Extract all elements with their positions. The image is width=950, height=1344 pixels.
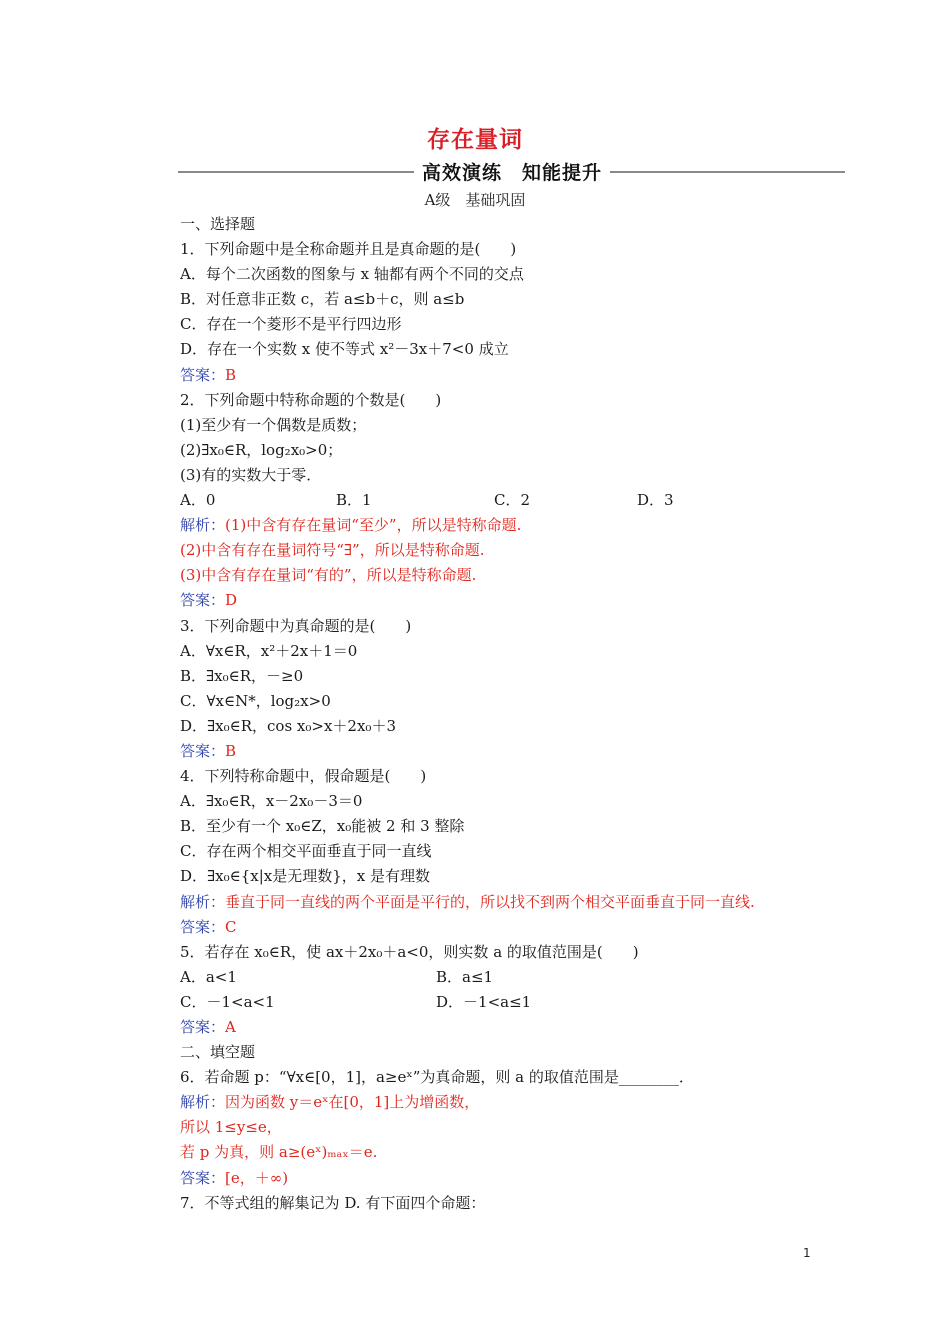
- answer-line: [180, 363, 840, 388]
- option-b: B．至少有一个 x₀∈Z，x₀能被 2 和 3 整除: [180, 817, 465, 836]
- option-a: A．每个二次函数的图象与 x 轴都有两个不同的交点: [180, 265, 524, 284]
- option-b: B．1: [336, 491, 372, 510]
- question-stem: 7．不等式组的解集记为 D. 有下面四个命题：: [180, 1193, 486, 1212]
- question-stem: 6．若命题 p：“∀x∈[0，1]，a≥eˣ”为真命题，则 a 的取值范围是________．: [180, 1068, 694, 1087]
- question-stem: 2．下列命题中特称命题的个数是( ): [180, 390, 442, 409]
- option-c: C．存在一个菱形不是平行四边形: [180, 315, 402, 334]
- analysis-text: 所以 1≤y≤e，: [180, 1118, 282, 1137]
- answer-line: [180, 915, 840, 940]
- banner-divider-left: [178, 171, 414, 173]
- options-row: [180, 965, 840, 990]
- analysis-line: [180, 890, 840, 915]
- answer-line: [180, 1015, 840, 1040]
- answer-label: 答案：: [180, 917, 226, 936]
- analysis-line: [180, 1090, 840, 1115]
- answer-line: [180, 1166, 840, 1191]
- question-stem: 5．若存在 x₀∈R，使 ax＋2x₀＋a<0，则实数 a 的取值范围是( ): [180, 942, 639, 961]
- option-a: A．a<1: [180, 967, 237, 986]
- answer-label: 答案：: [180, 1168, 226, 1187]
- analysis-text: (1)中含有存在量词“至少”，所以是特称命题.: [225, 516, 522, 535]
- options-row: [180, 488, 840, 513]
- analysis-label: 解析：: [180, 516, 226, 535]
- analysis-text: 因为函数 y＝eˣ在[0，1]上为增函数，: [225, 1093, 480, 1112]
- analysis-text: 若 p 为真，则 a≥(eˣ)ₘₐₓ＝e.: [180, 1143, 378, 1162]
- option-d: D．存在一个实数 x 使不等式 x²－3x＋7<0 成立: [180, 340, 509, 359]
- option-b: B．∃x₀∈R，－≥0: [180, 666, 304, 685]
- answer-label: 答案：: [180, 591, 226, 610]
- answer-value: D: [225, 591, 238, 610]
- level-heading: A级 基础巩固: [424, 191, 526, 209]
- option-c: C．∀x∈N*，log₂x>0: [180, 691, 331, 710]
- answer-value: C: [225, 917, 237, 936]
- section-banner: 高效演练 知能提升: [421, 162, 602, 184]
- analysis-text: (2)中含有存在量词符号“∃”，所以是特称命题.: [180, 541, 485, 560]
- answer-value: A: [225, 1018, 236, 1036]
- answer-value: B: [225, 365, 237, 384]
- section-heading: 一、选择题: [180, 215, 256, 233]
- analysis-label: 解析：: [180, 1093, 226, 1112]
- answer-label: 答案：: [180, 1018, 226, 1036]
- option-c: C．2: [494, 491, 531, 510]
- options-row: [180, 990, 840, 1015]
- option-d: D．∃x₀∈{x|x是无理数}，x 是有理数: [180, 867, 431, 886]
- option-a: A．∀x∈R，x²＋2x＋1＝0: [180, 641, 358, 660]
- statement-2: (2)∃x₀∈R，log₂x₀>0；: [180, 440, 343, 459]
- analysis-line: [180, 513, 840, 538]
- option-d: D．－1<a≤1: [436, 992, 532, 1011]
- question-stem: 1．下列命题中是全称命题并且是真命题的是( ): [180, 240, 517, 259]
- statement-1: (1)至少有一个偶数是质数；: [180, 415, 367, 434]
- page-title: 存在量词: [427, 127, 523, 153]
- worksheet-body: [180, 212, 840, 1216]
- analysis-text: (3)中含有存在量词“有的”，所以是特称命题.: [180, 566, 477, 585]
- option-c: C．存在两个相交平面垂直于同一直线: [180, 842, 432, 861]
- option-d: D．3: [637, 491, 674, 510]
- answer-line: [180, 739, 840, 764]
- question-stem: 4．下列特称命题中，假命题是( ): [180, 767, 427, 786]
- option-b: B．对任意非正数 c，若 a≤b＋c，则 a≤b: [180, 290, 465, 309]
- answer-line: [180, 588, 840, 613]
- answer-value: [e，＋∞): [225, 1168, 289, 1187]
- option-d: D．∃x₀∈R，cos x₀>x＋2x₀＋3: [180, 716, 396, 735]
- page-number: 1: [803, 1246, 811, 1260]
- option-b: B．a≤1: [436, 967, 494, 986]
- option-a: A．∃x₀∈R，x－2x₀－3＝0: [180, 792, 363, 811]
- question-stem: 3．下列命题中为真命题的是( ): [180, 616, 412, 635]
- answer-label: 答案：: [180, 741, 226, 760]
- answer-label: 答案：: [180, 365, 226, 384]
- section-heading: 二、填空题: [180, 1043, 256, 1062]
- answer-value: B: [225, 741, 237, 760]
- analysis-label: 解析：: [180, 892, 226, 911]
- statement-3: (3)有的实数大于零．: [180, 465, 322, 484]
- banner-divider-right: [610, 171, 845, 173]
- option-a: A．0: [180, 491, 216, 510]
- option-c: C．－1<a<1: [180, 992, 275, 1011]
- analysis-text: 垂直于同一直线的两个平面是平行的，所以找不到两个相交平面垂直于同一直线.: [225, 892, 755, 911]
